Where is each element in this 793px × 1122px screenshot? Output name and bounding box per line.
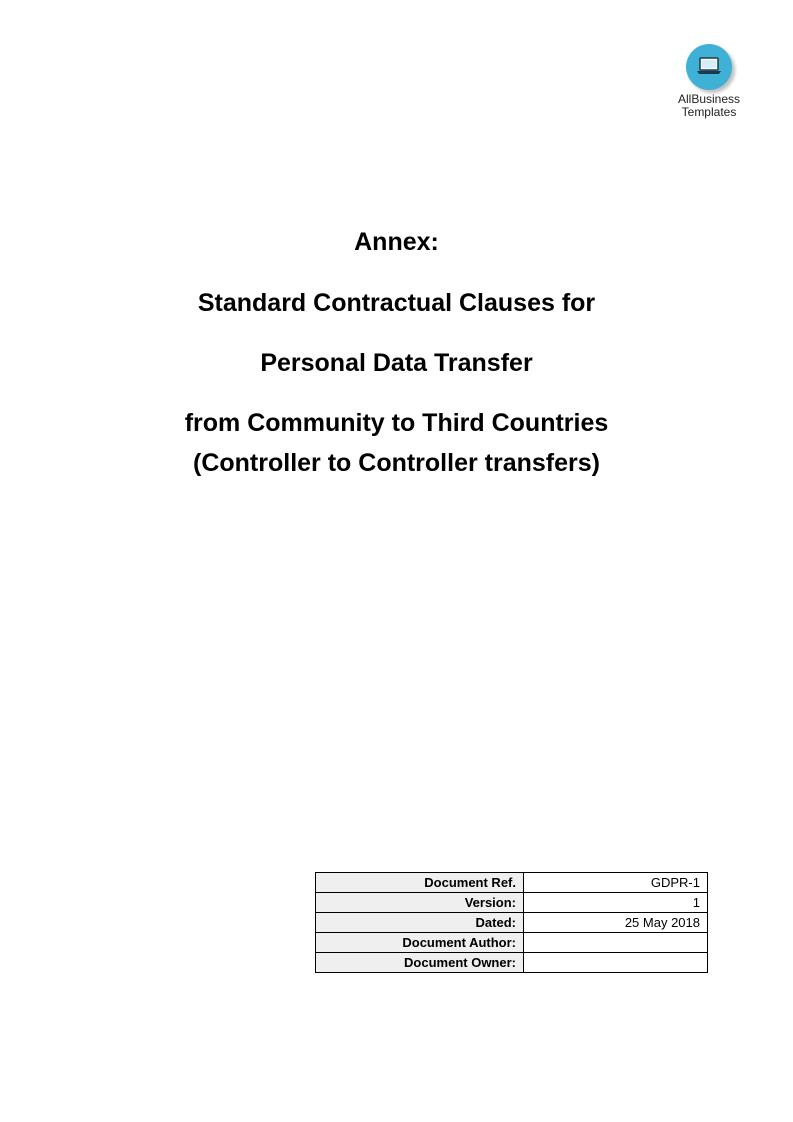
row-label-document-ref: Document Ref. (316, 873, 524, 893)
row-value-document-author (524, 933, 708, 953)
document-info-table (315, 872, 708, 973)
row-value-version: 1 (524, 893, 708, 913)
row-label-dated: Dated: (316, 913, 524, 933)
title-line-3: Personal Data Transfer (260, 349, 533, 377)
row-value-dated: 25 May 2018 (524, 913, 708, 933)
row-value-document-ref: GDPR-1 (524, 873, 708, 893)
row-label-document-owner: Document Owner: (316, 953, 524, 973)
row-value-document-owner (524, 953, 708, 973)
logo-text-line1: AllBusiness (677, 92, 741, 106)
table-row (316, 933, 708, 953)
table-row (316, 893, 708, 913)
table-row (316, 953, 708, 973)
title-line-5: (Controller to Controller transfers) (193, 449, 600, 477)
logo-text-line2: Templates (681, 105, 737, 119)
logo-circle (686, 44, 732, 90)
laptop-icon (696, 56, 722, 76)
table-row (316, 913, 708, 933)
company-logo (666, 44, 752, 119)
logo-text (666, 93, 752, 119)
row-label-document-author: Document Author: (316, 933, 524, 953)
title-line-1: Annex: (354, 228, 439, 256)
row-label-version: Version: (316, 893, 524, 913)
title-line-4: from Community to Third Countries (184, 409, 609, 437)
title-line-2: Standard Contractual Clauses for (197, 289, 596, 317)
table-row (316, 873, 708, 893)
